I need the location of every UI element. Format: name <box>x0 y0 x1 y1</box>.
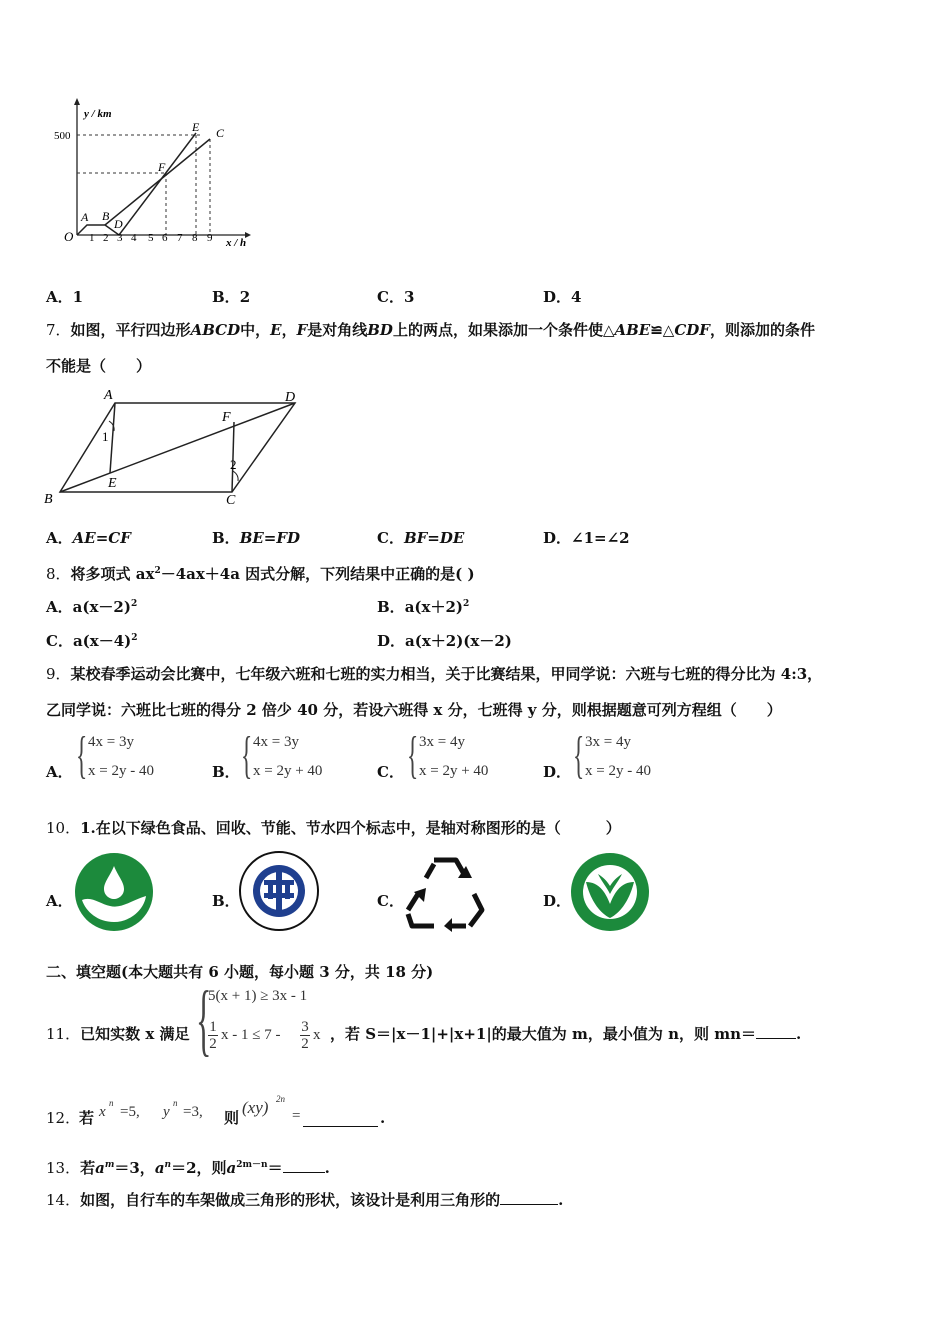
q11-text: ，若 S＝|x－1|+|x+1|的最大值为 m，最小值为 n，则 mn＝ <box>330 1025 757 1043</box>
q12-text: . <box>380 1109 386 1127</box>
point-b-label: B <box>102 209 110 223</box>
label-a: A <box>104 388 113 403</box>
graph-line-1 <box>77 133 196 235</box>
point-e-label: E <box>192 120 200 134</box>
q6-option-a[interactable] <box>46 286 83 307</box>
option-letter: D． <box>377 632 406 650</box>
option-letter: D． <box>543 529 572 547</box>
q6-graph <box>50 95 255 255</box>
recycle-logo[interactable] <box>404 852 486 932</box>
q13-text: ＝3， <box>114 1159 155 1177</box>
option-text: 3 <box>403 288 415 306</box>
point-labels <box>80 120 225 231</box>
q12-math: 2n <box>276 1094 285 1104</box>
q9-option-d-system[interactable] <box>573 727 683 788</box>
q12-text: 若 <box>79 1109 95 1127</box>
brace: { <box>573 727 585 784</box>
label-angle-1: 1 <box>102 429 109 444</box>
q12-math: = <box>292 1108 301 1124</box>
q7-text: 如图，平行四边形 <box>70 321 191 339</box>
q11-text: 已知实数 x 满足 <box>80 1025 190 1043</box>
label-c: C <box>226 493 236 508</box>
x-tick: 5 <box>148 232 154 244</box>
q12-math: n <box>173 1098 178 1108</box>
q10-stem <box>46 818 621 838</box>
option-letter: A． <box>46 529 73 547</box>
q10-option-b-letter[interactable]: B． <box>212 892 240 910</box>
q13-answer-blank[interactable] <box>283 1172 325 1173</box>
option-text: a(x－4) <box>72 632 132 650</box>
fraction-2-numerator: 3 <box>301 1019 309 1035</box>
section-2-title: 二、填空题(本大题共有 6 小题，每小题 3 分，共 18 分) <box>46 963 434 981</box>
q13-text: a <box>226 1159 237 1177</box>
fraction-1 <box>208 1019 218 1052</box>
q9-option-c-letter[interactable]: C． <box>377 763 404 781</box>
q10-option-c-letter[interactable]: C． <box>377 892 404 910</box>
diagonal-bd <box>60 403 295 492</box>
q7-text: ≌△ <box>650 321 675 339</box>
option-letter: C． <box>377 529 404 547</box>
option-letter: D． <box>543 288 572 306</box>
q12-math: (xy) <box>242 1098 269 1117</box>
x-tick: 7 <box>177 232 183 244</box>
point-c-label: C <box>216 126 225 140</box>
brace: { <box>407 727 419 784</box>
q7-text: E <box>270 321 282 339</box>
brace: { <box>196 976 212 1064</box>
q11-stem-b <box>330 1024 801 1044</box>
equation-2: x = 2y - 40 <box>88 763 154 779</box>
q8-option-c[interactable] <box>46 630 138 651</box>
option-letter: C． <box>377 288 404 306</box>
q14-text: 如图，自行车的车架做成三角形的形状，该设计是利用三角形的 <box>80 1191 501 1209</box>
angle-2-arc <box>233 471 238 481</box>
x-tick: 4 <box>131 232 137 244</box>
q6-option-d[interactable] <box>543 286 581 307</box>
inequality-2-right: x <box>313 1027 321 1043</box>
q13-text: a <box>154 1159 165 1177</box>
x-tick: 9 <box>207 232 213 244</box>
fraction-1-denominator: 2 <box>209 1036 217 1052</box>
fraction-2-denominator: 2 <box>301 1036 309 1052</box>
q7-text: F <box>296 321 308 339</box>
equation-2: x = 2y - 40 <box>585 763 651 779</box>
option-letter: A． <box>46 598 73 616</box>
option-letter: C． <box>46 632 73 650</box>
q9-option-c-system[interactable] <box>407 727 517 788</box>
q8-option-a[interactable] <box>46 596 137 617</box>
question-number: 9． <box>46 665 71 683</box>
option-text: BF=DE <box>403 529 465 547</box>
q13-text: ＝2，则 <box>171 1159 227 1177</box>
label-d: D <box>285 390 296 405</box>
question-number: 14． <box>46 1191 81 1209</box>
q7-option-d[interactable] <box>543 527 630 548</box>
graph-line-2 <box>105 139 210 225</box>
q7-text: BD <box>367 321 393 339</box>
q9-text: 某校春季运动会比赛中，七年级六班和七班的实力相当，关于比赛结果，甲同学说：六班与七班的得分比为 4:3， <box>70 665 823 683</box>
fraction-2 <box>300 1019 310 1052</box>
water-saving-logo[interactable] <box>570 852 650 932</box>
equation-2: x = 2y + 40 <box>253 763 323 779</box>
energy-saving-logo[interactable] <box>238 850 320 932</box>
x-tick: 1 <box>89 232 95 244</box>
q7-stem-line1 <box>46 320 815 340</box>
q7-text: ，则添加的条件 <box>709 321 815 339</box>
option-text: AE=CF <box>72 529 131 547</box>
x-tick-labels <box>89 232 213 244</box>
equation-1: 3x = 4y <box>419 734 465 750</box>
energy-saving-icon <box>238 850 320 932</box>
q14-stem <box>46 1190 563 1210</box>
q12-math: x <box>99 1104 106 1120</box>
q7-stem-line2: 不能是（ ） <box>46 357 152 375</box>
q12-math: =5, <box>120 1104 140 1120</box>
q7-text: 中， <box>240 321 271 339</box>
q9-stem-line1 <box>46 664 822 684</box>
label-b: B <box>44 492 53 507</box>
question-number: 8． <box>46 565 71 583</box>
point-d-label: D <box>114 217 123 231</box>
recycle-icon <box>404 852 486 932</box>
q9-option-b-letter[interactable]: B． <box>212 763 240 781</box>
x-axis-label: x / h <box>226 237 247 249</box>
inequality-1: 5(x + 1) ≥ 3x - 1 <box>208 988 308 1004</box>
green-food-logo[interactable] <box>74 852 154 932</box>
option-letter: B． <box>212 529 240 547</box>
q8-sup: 2 <box>154 566 161 576</box>
q14-text: . <box>558 1191 564 1209</box>
option-text: a(x－2) <box>72 598 131 616</box>
q13-text: ＝ <box>267 1159 283 1177</box>
q12-math: =3, <box>183 1104 203 1120</box>
equation-1: 4x = 3y <box>253 734 299 750</box>
q13-sup: 2m－n <box>236 1160 268 1170</box>
q11-inequality-system <box>196 976 336 1065</box>
q7-option-c[interactable] <box>377 527 464 548</box>
option-text: 2 <box>239 288 251 306</box>
q7-figure-svg <box>40 385 310 510</box>
q14-answer-blank[interactable] <box>500 1204 558 1205</box>
x-tick: 2 <box>103 232 109 244</box>
q9-option-a-system[interactable] <box>76 727 186 788</box>
option-text: ∠1=∠2 <box>571 529 630 547</box>
label-angle-2: 2 <box>230 457 237 472</box>
point-f-label: F <box>158 160 166 174</box>
option-sup: 2 <box>130 599 138 609</box>
label-f: F <box>222 410 231 425</box>
question-number: 11． <box>46 1025 81 1043</box>
brace: { <box>241 727 253 784</box>
q8-text: －4ax＋4a 因式分解，下列结果中正确的是( ) <box>160 565 475 583</box>
option-letter: A． <box>46 288 73 306</box>
q7-option-a[interactable] <box>46 527 131 548</box>
q13-text: a <box>95 1159 105 1177</box>
q8-stem <box>46 561 475 584</box>
point-a-label: A <box>81 210 89 224</box>
q7-parallelogram-figure <box>40 385 310 510</box>
q10-text: 1.在以下绿色食品、回收、节能、节水四个标志中，是轴对称图形的是（ ） <box>80 819 621 837</box>
q7-option-b[interactable] <box>212 527 300 548</box>
origin-label: O <box>64 229 74 244</box>
q6-option-c[interactable] <box>377 286 414 307</box>
q7-text: ， <box>281 321 297 339</box>
y-axis-label: y / km <box>84 108 112 120</box>
q13-stem <box>46 1155 330 1178</box>
q9-option-d-letter[interactable]: D． <box>543 763 572 781</box>
q8-option-b[interactable] <box>377 596 469 617</box>
q7-text: CDF <box>674 321 710 339</box>
q12-answer-blank[interactable] <box>303 1108 378 1127</box>
q11-answer-blank[interactable] <box>756 1038 796 1039</box>
question-number: 13． <box>46 1159 81 1177</box>
option-text: BE=FD <box>239 529 301 547</box>
inequality-2-left: x - 1 ≤ 7 - <box>221 1027 281 1043</box>
x-tick: 6 <box>162 232 168 244</box>
q12-math: y <box>163 1104 170 1120</box>
option-sup: 2 <box>462 599 470 609</box>
option-text: a(x＋2)(x－2) <box>405 632 512 650</box>
q7-text: ABCD <box>190 321 241 339</box>
q13-sup: n <box>164 1160 172 1170</box>
q8-text: 将多项式 ax <box>70 565 155 583</box>
option-letter: B． <box>212 288 240 306</box>
x-tick: 8 <box>192 232 198 244</box>
q11-text: . <box>796 1025 802 1043</box>
question-number: 12． <box>46 1109 81 1127</box>
option-letter: B． <box>377 598 405 616</box>
y-axis-arrow <box>74 98 80 105</box>
q9-option-a-letter[interactable]: A． <box>46 763 73 781</box>
option-text: 4 <box>571 288 582 306</box>
q7-text: 上的两点，如果添加一个条件使△ <box>392 321 615 339</box>
option-text: 1 <box>72 288 84 306</box>
q12-text: 则 <box>224 1109 240 1127</box>
equation-1: 3x = 4y <box>585 734 631 750</box>
q7-text: 是对角线 <box>307 321 368 339</box>
q9-option-b-system[interactable] <box>241 727 351 788</box>
q13-text: . <box>324 1159 330 1177</box>
label-e: E <box>108 476 117 491</box>
q9-stem-line2: 乙同学说：六班比七班的得分 2 倍少 40 分，若设六班得 x 分，七班得 y 分，则根据题意可列方程组（ ） <box>46 701 782 719</box>
water-saving-icon <box>570 852 650 932</box>
equation-1: 4x = 3y <box>88 734 134 750</box>
brace: { <box>76 727 88 784</box>
fraction-1-numerator: 1 <box>209 1019 217 1035</box>
y-tick-500: 500 <box>54 130 71 142</box>
segment-ae <box>110 403 115 473</box>
green-food-icon <box>74 852 154 932</box>
q12-math: n <box>109 1098 114 1108</box>
q10-option-d-letter[interactable]: D． <box>543 892 572 910</box>
x-tick: 3 <box>117 232 123 244</box>
q6-option-b[interactable] <box>212 286 250 307</box>
question-number: 7． <box>46 321 71 339</box>
question-number: 10． <box>46 819 81 837</box>
q10-option-a-letter[interactable]: A． <box>46 892 73 910</box>
q8-option-d[interactable] <box>377 630 512 651</box>
option-text: a(x＋2) <box>404 598 463 616</box>
q7-figure-labels <box>44 388 295 508</box>
option-sup: 2 <box>131 633 138 643</box>
equation-2: x = 2y + 40 <box>419 763 489 779</box>
q11-stem-a <box>46 1024 189 1044</box>
q13-text: 若 <box>80 1159 96 1177</box>
q12-stem <box>46 1094 446 1128</box>
q6-graph-svg <box>50 95 255 255</box>
q7-text: ABE <box>614 321 651 339</box>
q13-sup: m <box>104 1160 115 1170</box>
